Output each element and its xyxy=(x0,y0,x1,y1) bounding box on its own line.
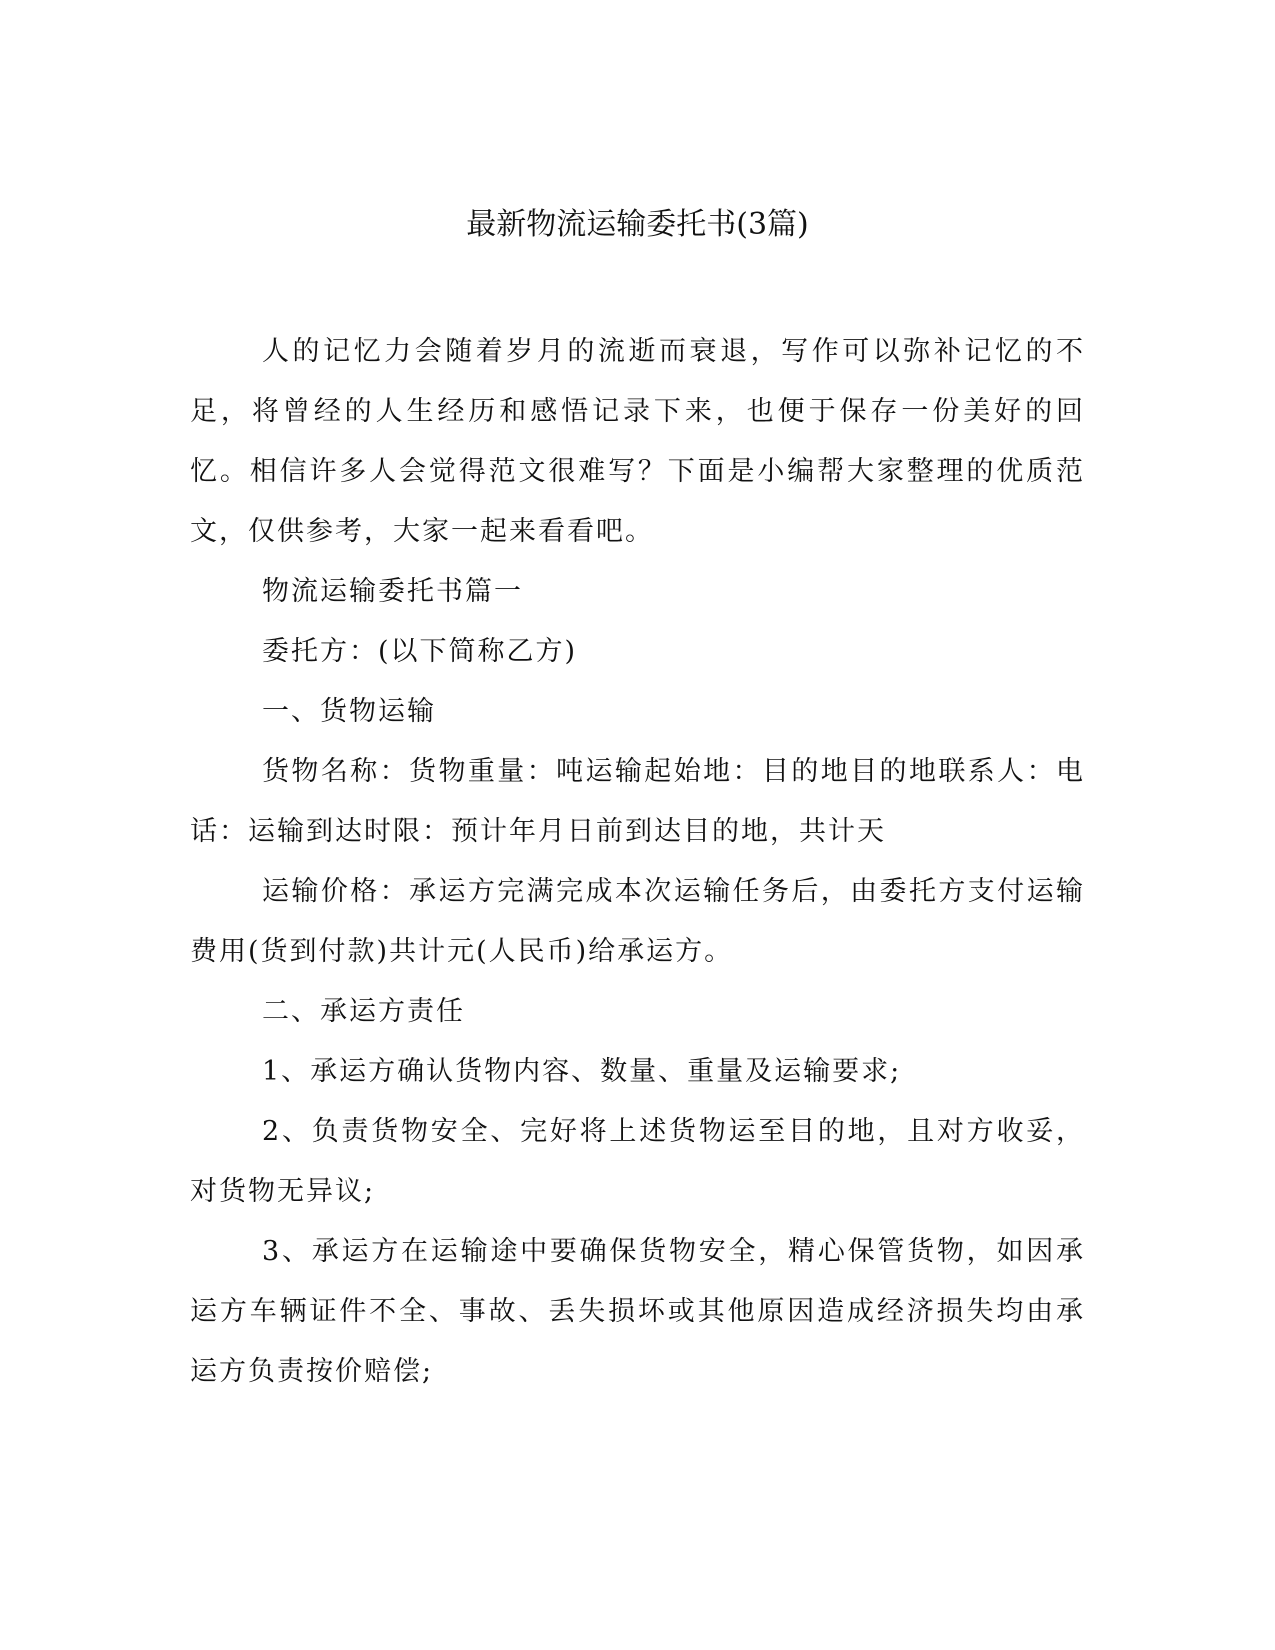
document-body xyxy=(190,322,1085,1402)
responsibility-item-1: 1、承运方确认货物内容、数量、重量及运输要求; xyxy=(262,1056,902,1087)
responsibility-item-2: 2、负责货物安全、完好将上述货物运至目的地，且对方收妥，对货物无异议; xyxy=(190,1116,1085,1207)
responsibility-item-3: 3、承运方在运输途中要确保货物安全，精心保管货物，如因承运方车辆证件不全、事故、丢失损坏或其他原因造成经济损失均由承运方负责按价赔偿; xyxy=(190,1236,1085,1387)
entrusting-party-line: 委托方：(以下简称乙方) xyxy=(262,636,578,667)
section-heading-carrier-responsibility: 二、承运方责任 xyxy=(262,996,465,1027)
cargo-details-paragraph: 货物名称：货物重量：吨运输起始地：目的地目的地联系人：电话：运输到达时限：预计年月日前到达目的地，共计天 xyxy=(190,756,1085,847)
transport-price-paragraph: 运输价格：承运方完满完成本次运输任务后，由委托方支付运输费用(货到付款)共计元(人民币)给承运方。 xyxy=(190,876,1085,967)
intro-paragraph: 人的记忆力会随着岁月的流逝而衰退，写作可以弥补记忆的不足，将曾经的人生经历和感悟记录下来，也便于保存一份美好的回忆。相信许多人会觉得范文很难写？下面是小编帮大家整理的优质范文，仅供参考，大家一起来看看吧。 xyxy=(190,336,1085,547)
section-heading-cargo-transport: 一、货物运输 xyxy=(262,696,436,727)
section-heading-part-one: 物流运输委托书篇一 xyxy=(262,576,523,607)
document-title: 最新物流运输委托书(3篇) xyxy=(466,207,809,242)
